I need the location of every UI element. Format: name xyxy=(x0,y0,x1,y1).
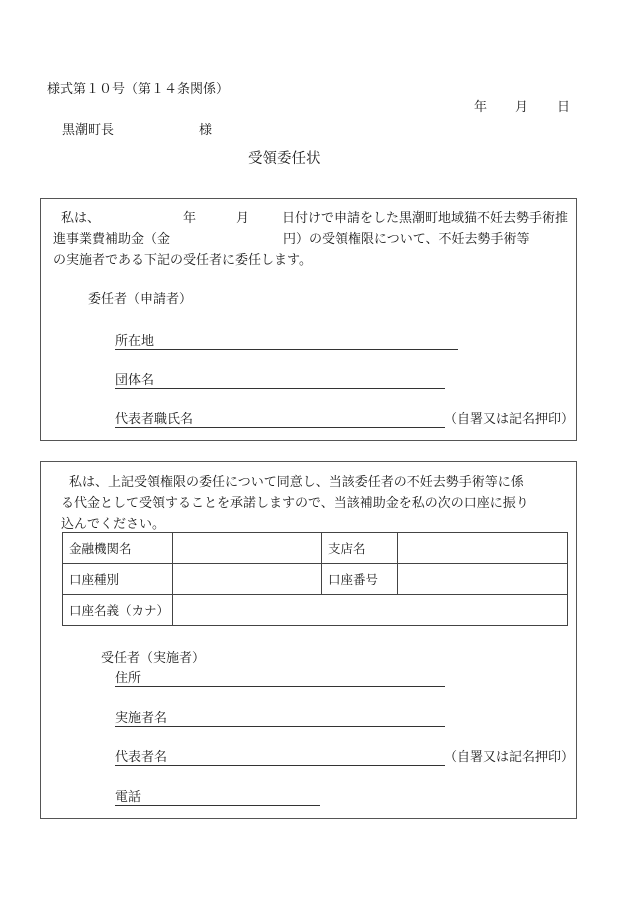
representative-name-label: 代表者名 xyxy=(115,750,168,765)
seal-note: （自署又は記名押印） xyxy=(444,412,575,427)
acceptance-text: 私は、上記受領権限の委任について同意し、当該委任者の不妊去勢手術等に係 xyxy=(69,475,524,490)
institution-field[interactable] xyxy=(173,533,322,564)
account-number-field[interactable] xyxy=(398,564,568,595)
date-month-label: 月 xyxy=(515,100,529,115)
delegation-section xyxy=(40,198,577,441)
date-year-label: 年 xyxy=(474,100,488,115)
representative-title-label: 代表者職氏名 xyxy=(115,412,194,427)
implementer-name-label: 実施者名 xyxy=(115,711,168,726)
table-row xyxy=(63,595,568,626)
branch-label: 支店名 xyxy=(322,533,398,564)
date-day-label: 日 xyxy=(557,100,571,115)
account-type-label: 口座種別 xyxy=(63,564,173,595)
institution-label: 金融機関名 xyxy=(63,533,173,564)
delegation-text: の実施者である下記の受任者に委任します。 xyxy=(53,253,312,268)
group-name-label: 団体名 xyxy=(115,373,155,388)
account-holder-label: 口座名義（カナ） xyxy=(63,595,173,626)
document-title: 受領委任状 xyxy=(248,151,321,167)
address-field[interactable] xyxy=(115,686,445,687)
addressee: 黒潮町長 xyxy=(62,123,115,138)
delegator-heading: 委任者（申請者） xyxy=(88,292,193,307)
form-number: 様式第１０号（第１４条関係） xyxy=(47,82,230,97)
representative-title-field[interactable] xyxy=(115,427,445,428)
honorific: 様 xyxy=(199,123,213,138)
account-number-label: 口座番号 xyxy=(322,564,398,595)
representative-name-field[interactable] xyxy=(115,765,445,766)
phone-label: 電話 xyxy=(115,790,142,805)
acceptance-section xyxy=(40,461,577,819)
account-holder-field[interactable] xyxy=(173,595,568,626)
delegation-paragraph xyxy=(53,208,569,271)
acceptance-paragraph xyxy=(61,472,529,535)
delegation-amount-suffix: 円）の受領権限について、不妊去勢手術等 xyxy=(283,232,530,247)
branch-field[interactable] xyxy=(398,533,568,564)
table-row xyxy=(63,564,568,595)
delegation-amount-prefix: 進事業費補助金（金 xyxy=(53,232,171,247)
location-label: 所在地 xyxy=(115,334,155,349)
location-field[interactable] xyxy=(115,349,458,350)
acceptance-text: る代金として受領することを承諾しますので、当該補助金を私の次の口座に振り xyxy=(61,496,529,511)
delegation-year-label: 年 xyxy=(183,211,197,226)
delegation-text: 日付けで申請をした黒潮町地域猫不妊去勢手術推 xyxy=(282,211,569,226)
phone-field[interactable] xyxy=(115,805,320,806)
delegate-heading: 受任者（実施者） xyxy=(101,651,206,666)
delegation-month-label: 月 xyxy=(236,211,250,226)
seal-note: （自署又は記名押印） xyxy=(444,750,575,765)
acceptance-text: 込んでください。 xyxy=(61,517,166,532)
implementer-name-field[interactable] xyxy=(115,726,445,727)
account-type-field[interactable] xyxy=(173,564,322,595)
table-row xyxy=(63,533,568,564)
address-label: 住所 xyxy=(115,671,142,686)
bank-account-table xyxy=(62,532,568,626)
group-name-field[interactable] xyxy=(115,388,445,389)
delegation-text: 私は、 xyxy=(61,211,101,226)
